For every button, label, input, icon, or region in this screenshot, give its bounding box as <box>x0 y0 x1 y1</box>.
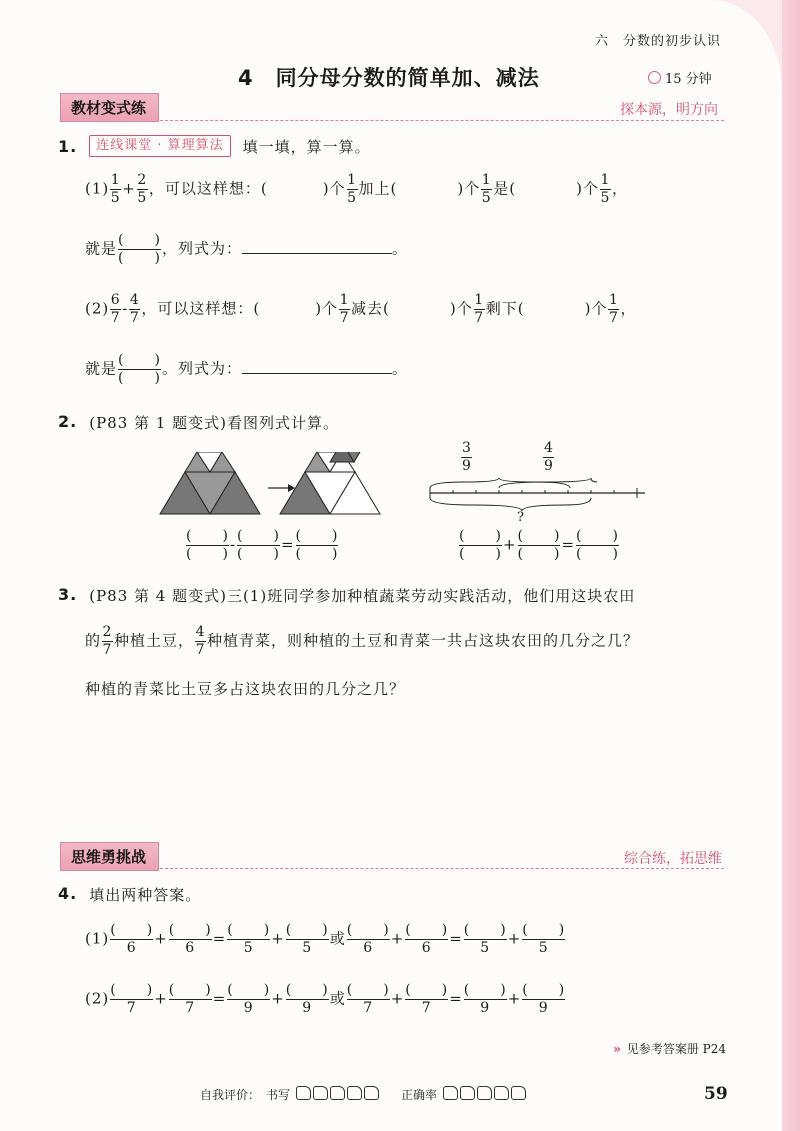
number-line <box>425 478 655 518</box>
label-4-9: $\frac{4}{9}$ <box>544 440 553 474</box>
section-label: 思维勇挑战 <box>60 842 159 871</box>
answer-area[interactable] <box>85 710 725 830</box>
question-3-line3: 种植的青菜比土豆多占这块农田的几分之几？ <box>85 680 406 698</box>
section-banner <box>60 93 159 121</box>
question-3-line2: 的 $\frac{2}{7}$ 种植土豆， $\frac{4}{7}$ 种植青菜，则种植的土豆和青菜一共占这块农田的几分之几？ <box>85 624 640 658</box>
q1-part1: (1) $\frac{1}{5}$ + $\frac{2}{5}$ ，可以这样想：( )个 $\frac{1}{5}$ 加上( )个 $\frac{1}{5}$ 是( )个 $\frac{1}{5}$ ， <box>85 172 628 206</box>
thumb-up-icon[interactable] <box>347 1086 362 1100</box>
question-number: 2. <box>58 412 78 431</box>
question-number: 3. <box>58 585 78 604</box>
thumb-up-icon[interactable] <box>511 1086 526 1100</box>
section-subtitle: 综合练，拓思维 <box>624 851 722 867</box>
label-3-9: $\frac{3}{9}$ <box>462 440 471 474</box>
answer-fraction[interactable]: $\frac{( )}{7}$ <box>110 982 154 1016</box>
part-label: (1) <box>85 179 110 198</box>
chapter-header: 六 分数的初步认识 <box>595 34 722 49</box>
answer-fraction[interactable]: $\frac{( )}{5}$ <box>463 922 507 956</box>
fraction: $\frac{1}{7}$ <box>609 292 619 326</box>
question-1-header <box>58 135 371 157</box>
fraction: $\frac{4}{7}$ <box>129 292 140 326</box>
thumb-up-icon[interactable] <box>364 1086 379 1100</box>
answer-reference-text: 见参考答案册 P24 <box>626 1042 726 1056</box>
double-chevron-icon: » <box>613 1041 621 1056</box>
answer-fraction[interactable]: $\frac{( )}{6}$ <box>405 922 449 956</box>
answer-fraction[interactable]: $\frac{( )}{9}$ <box>285 982 329 1016</box>
thumb-up-icon[interactable] <box>477 1086 492 1100</box>
answer-fraction[interactable]: $\frac{( )}{( )}$ <box>517 528 561 562</box>
text: ，可以这样想：( <box>148 179 268 198</box>
answer-fraction[interactable]: $\frac{( )}{9}$ <box>522 982 566 1016</box>
q1-part2-result: 就是 $\frac{( )}{( )}$ 。列式为： 。 <box>85 352 408 386</box>
accuracy-label: 正确率 <box>401 1088 438 1102</box>
clock-icon <box>648 71 661 84</box>
question-4-header <box>58 884 201 905</box>
thumb-up-icon[interactable] <box>494 1086 509 1100</box>
answer-fraction[interactable]: $\frac{( )}{( )}$ <box>118 232 161 266</box>
answer-fraction[interactable]: $\frac{( )}{( )}$ <box>118 352 161 386</box>
instruction: 填一填，算一算。 <box>242 137 371 156</box>
answer-fraction[interactable]: $\frac{( )}{9}$ <box>463 982 507 1016</box>
answer-fraction[interactable]: $\frac{( )}{5}$ <box>285 922 329 956</box>
q1-part2: (2) $\frac{6}{7}$ - $\frac{4}{7}$ ，可以这样想：( )个 $\frac{1}{7}$ 减去( )个 $\frac{1}{7}$ 剩下( )个 $\frac{1}{7}$ ， <box>85 292 637 326</box>
triangle-figure <box>150 452 400 522</box>
question-3-line1 <box>58 585 635 606</box>
writing-label: 书写 <box>266 1088 291 1102</box>
section-label: 教材变式练 <box>60 93 159 122</box>
fraction: $\frac{1}{5}$ <box>600 172 611 206</box>
instruction: 填出两种答案。 <box>89 886 202 904</box>
figure2-equation: $\frac{( )}{( )}$ + $\frac{( )}{( )}$ = $\frac{( )}{( )}$ <box>459 528 619 562</box>
section-banner <box>60 842 159 870</box>
answer-fraction[interactable]: $\frac{( )}{6}$ <box>168 922 212 956</box>
answer-fraction[interactable]: $\frac{( )}{( )}$ <box>459 528 502 562</box>
answer-fraction[interactable]: $\frac{( )}{( )}$ <box>295 528 339 562</box>
answer-fraction[interactable]: $\frac{( )}{6}$ <box>110 922 154 956</box>
fraction: $\frac{1}{5}$ <box>110 172 121 206</box>
thumb-up-icon[interactable] <box>443 1086 458 1100</box>
section-subtitle: 探本源，明方向 <box>620 102 718 118</box>
answer-fraction[interactable]: $\frac{( )}{9}$ <box>227 982 271 1016</box>
fraction: $\frac{1}{7}$ <box>474 292 485 326</box>
lesson-title: 4 同分母分数的简单加、减法 <box>238 66 540 90</box>
question-2-header <box>58 412 339 433</box>
section-divider <box>60 868 724 869</box>
question-number: 1. <box>58 136 78 156</box>
answer-fraction[interactable]: $\frac{( )}{7}$ <box>405 982 449 1016</box>
self-eval-label: 自我评价： <box>200 1088 261 1102</box>
equation-blank[interactable] <box>242 357 392 374</box>
thumb-up-icon[interactable] <box>296 1086 311 1100</box>
fraction: $\frac{2}{7}$ <box>102 624 113 658</box>
answer-reference <box>613 1040 726 1057</box>
q4-row2: (2) $\frac{( )}{7}$ + $\frac{( )}{7}$ = $\frac{( )}{9}$ + $\frac{( )}{9}$ 或 $\frac{( )}{7}$ + $\frac{( )}{7}$ = $\frac{( )}{9}$ + $\frac{( )}{9}$ <box>85 982 566 1016</box>
thumb-up-icon[interactable] <box>330 1086 345 1100</box>
question-tag: 连线课堂 · 算理算法 <box>89 135 230 157</box>
time-indicator <box>648 68 712 87</box>
time-label: 15 分钟 <box>665 72 712 87</box>
page-edge <box>782 0 800 1131</box>
writing-thumbs[interactable] <box>296 1086 381 1103</box>
answer-fraction[interactable]: $\frac{( )}{7}$ <box>346 982 390 1016</box>
q4-row1: (1) $\frac{( )}{6}$ + $\frac{( )}{6}$ = $\frac{( )}{5}$ + $\frac{( )}{5}$ 或 $\frac{( )}{6}$ + $\frac{( )}{6}$ = $\frac{( )}{5}$ + $\frac{( )}{5}$ <box>85 922 566 956</box>
answer-fraction[interactable]: $\frac{( )}{6}$ <box>346 922 390 956</box>
answer-fraction[interactable]: $\frac{( )}{5}$ <box>522 922 566 956</box>
thumb-up-icon[interactable] <box>460 1086 475 1100</box>
answer-fraction[interactable]: $\frac{( )}{( )}$ <box>186 528 229 562</box>
question-text: (P83 第 4 题变式)三(1)班同学参加种植蔬菜劳动实践活动，他们用这块农田 <box>89 587 636 605</box>
page-number: 59 <box>704 1084 728 1104</box>
answer-fraction[interactable]: $\frac{( )}{( )}$ <box>576 528 619 562</box>
fraction: $\frac{1}{5}$ <box>347 172 357 206</box>
section-divider <box>60 120 724 121</box>
accuracy-thumbs[interactable] <box>443 1086 528 1103</box>
question-mark: ? <box>517 510 524 525</box>
fraction: $\frac{1}{7}$ <box>339 292 350 326</box>
answer-fraction[interactable]: $\frac{( )}{7}$ <box>168 982 212 1016</box>
answer-fraction[interactable]: $\frac{( )}{( )}$ <box>237 528 280 562</box>
q1-part1-result: 就是 $\frac{( )}{( )}$ ，列式为： 。 <box>85 232 408 266</box>
question-text: (P83 第 1 题变式)看图列式计算。 <box>89 414 339 432</box>
fraction: $\frac{2}{5}$ <box>137 172 148 206</box>
fraction: $\frac{4}{7}$ <box>195 624 206 658</box>
figure1-equation: $\frac{( )}{( )}$ - $\frac{( )}{( )}$ = $\frac{( )}{( )}$ <box>186 528 339 562</box>
fraction: $\frac{1}{5}$ <box>481 172 492 206</box>
equation-blank[interactable] <box>242 237 392 254</box>
thumb-up-icon[interactable] <box>313 1086 328 1100</box>
question-number: 4. <box>58 884 78 903</box>
fraction: $\frac{6}{7}$ <box>110 292 121 326</box>
self-evaluation <box>200 1086 528 1103</box>
answer-fraction[interactable]: $\frac{( )}{5}$ <box>227 922 271 956</box>
